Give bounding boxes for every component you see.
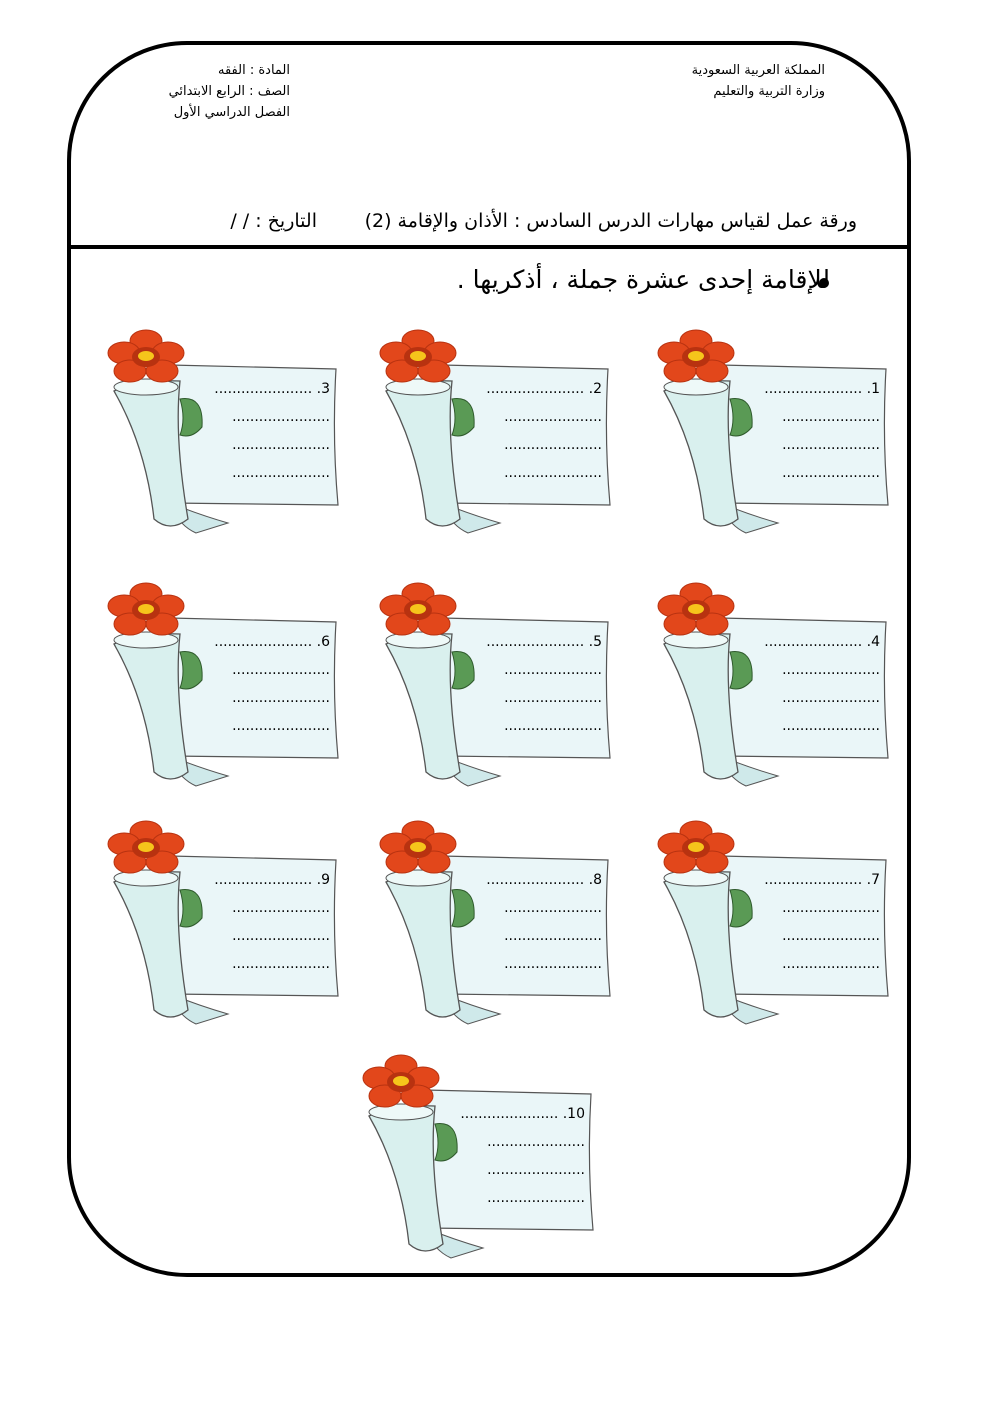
answer-lines[interactable] [486,375,602,487]
flower [380,821,456,873]
date-field[interactable]: التاريخ : / / [230,210,317,232]
numbered-answer-line[interactable]: 5. ...................... [486,634,602,650]
answer-line[interactable]: ...................... [504,662,602,678]
answer-card [372,818,614,1030]
instruction-text: للإقامة إحدى عشرة جملة ، أذكريها . [456,265,830,294]
header-left [169,60,290,123]
flower [108,330,184,382]
grade-label: الصف : الرابع الابتدائي [168,84,290,99]
vase [114,634,188,779]
numbered-answer-line[interactable]: 2. ...................... [486,381,602,397]
flower [363,1055,439,1107]
answer-card [650,327,892,539]
answer-line[interactable]: ...................... [232,928,330,944]
flower [658,821,734,873]
answer-card [100,327,342,539]
answer-line[interactable]: ...................... [782,900,880,916]
answer-lines[interactable] [486,628,602,740]
answer-lines[interactable] [214,866,330,978]
answer-line[interactable]: ...................... [504,956,602,972]
vase [664,381,738,526]
vase [664,634,738,779]
numbered-answer-line[interactable]: 4. ...................... [764,634,880,650]
answer-card [100,580,342,792]
vase [386,872,460,1017]
numbered-answer-line[interactable]: 9. ...................... [214,872,330,888]
answer-line[interactable]: ...................... [782,718,880,734]
answer-lines[interactable] [460,1100,585,1212]
vase [664,872,738,1017]
vase [386,381,460,526]
vase [114,872,188,1017]
answer-card [372,580,614,792]
answer-lines[interactable] [486,866,602,978]
answer-lines[interactable] [764,375,880,487]
answer-card [650,818,892,1030]
worksheet-title: ورقة عمل لقياس مهارات الدرس السادس : الأذان والإقامة (2) [364,210,857,232]
answer-line[interactable]: ...................... [504,465,602,481]
answer-line[interactable]: ...................... [232,465,330,481]
answer-line[interactable]: ...................... [504,928,602,944]
answer-line[interactable]: ...................... [487,1190,585,1206]
numbered-answer-line[interactable]: 3. ...................... [214,381,330,397]
answer-line[interactable]: ...................... [232,956,330,972]
answer-card [372,327,614,539]
vase [369,1106,443,1251]
flower [380,330,456,382]
answer-card [100,818,342,1030]
answer-line[interactable]: ...................... [232,409,330,425]
flower [380,583,456,635]
answer-line[interactable]: ...................... [232,900,330,916]
flower [658,330,734,382]
answer-line[interactable]: ...................... [504,718,602,734]
answer-line[interactable]: ...................... [782,437,880,453]
vase [386,634,460,779]
flower [658,583,734,635]
answer-card [355,1052,597,1264]
answer-line[interactable]: ...................... [504,437,602,453]
ministry-name: وزارة التربية والتعليم [713,84,825,99]
answer-line[interactable]: ...................... [782,465,880,481]
answer-line[interactable]: ...................... [487,1134,585,1150]
answer-line[interactable]: ...................... [232,437,330,453]
answer-line[interactable]: ...................... [232,690,330,706]
answer-lines[interactable] [764,866,880,978]
country-name: المملكة العربية السعودية [691,63,825,78]
numbered-answer-line[interactable]: 8. ...................... [486,872,602,888]
answer-line[interactable]: ...................... [782,690,880,706]
answer-line[interactable]: ...................... [782,409,880,425]
header-divider [67,245,911,249]
answer-line[interactable]: ...................... [504,690,602,706]
answer-line[interactable]: ...................... [504,409,602,425]
flower [108,583,184,635]
vase [114,381,188,526]
semester-label: الفصل الدراسي الأول [173,105,290,120]
subject-label: المادة : الفقه [218,63,290,78]
answer-line[interactable]: ...................... [782,928,880,944]
flower [108,821,184,873]
header-right [692,60,825,102]
answer-line[interactable]: ...................... [232,718,330,734]
answer-line[interactable]: ...................... [782,662,880,678]
numbered-answer-line[interactable]: 10. ...................... [460,1106,585,1122]
answer-lines[interactable] [764,628,880,740]
answer-card [650,580,892,792]
numbered-answer-line[interactable]: 6. ...................... [214,634,330,650]
numbered-answer-line[interactable]: 7. ...................... [764,872,880,888]
answer-line[interactable]: ...................... [782,956,880,972]
answer-line[interactable]: ...................... [232,662,330,678]
answer-line[interactable]: ...................... [487,1162,585,1178]
answer-lines[interactable] [214,628,330,740]
answer-line[interactable]: ...................... [504,900,602,916]
numbered-answer-line[interactable]: 1. ...................... [764,381,880,397]
answer-lines[interactable] [214,375,330,487]
